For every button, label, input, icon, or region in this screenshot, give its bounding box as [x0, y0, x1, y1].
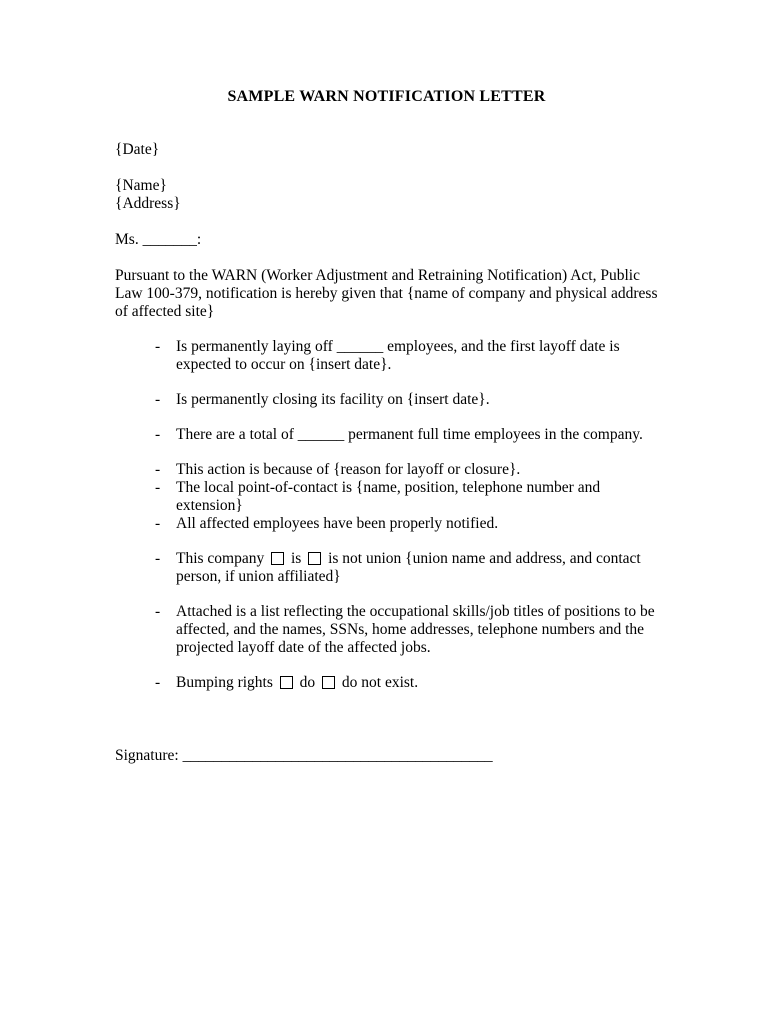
bullet-text: Is permanently closing its facility on {insert date}.: [176, 391, 490, 408]
bullet-text: Bumping rights do do not exist.: [176, 674, 419, 691]
bullet-text: There are a total of ______ permanent full time employees in the company.: [176, 426, 643, 443]
bullet-dash: -: [155, 515, 161, 532]
bullet-dash: -: [155, 550, 161, 567]
address-line: {Address}: [115, 195, 181, 212]
bullet-dash: -: [155, 426, 161, 443]
bullet-item: [115, 674, 658, 692]
bullet-dash: -: [155, 674, 161, 691]
bullet-text: Is permanently laying off ______ employees, and the first layoff date is expected to occur on {insert date}.: [176, 338, 620, 373]
checkbox[interactable]: [308, 552, 321, 565]
bullet-dash: -: [155, 603, 161, 620]
bullet-dash: -: [155, 338, 161, 355]
bullet-text: All affected employees have been properly notified.: [176, 515, 499, 532]
salutation-line: Ms. _______:: [115, 231, 202, 248]
bullet-item: [115, 479, 658, 515]
bullet-text: This company is is not union {union name and address, and contact person, if union affiliated}: [176, 550, 641, 585]
intro-paragraph: Pursuant to the WARN (Worker Adjustment and Retraining Notification) Act, Public Law 100-379, notification is hereby given that {name of company and physical address of affected site}: [115, 267, 658, 320]
bullet-item: [115, 550, 658, 586]
bullet-dash: -: [155, 479, 161, 496]
bullet-item: [115, 515, 658, 533]
recipient-block: [115, 177, 658, 213]
bullet-item: [115, 338, 658, 374]
checkbox[interactable]: [322, 676, 335, 689]
checkbox[interactable]: [271, 552, 284, 565]
bullet-dash: -: [155, 391, 161, 408]
bullet-item: [115, 426, 658, 444]
document-title: SAMPLE WARN NOTIFICATION LETTER: [227, 88, 546, 105]
signature-label: Signature:: [115, 747, 179, 764]
checkbox[interactable]: [280, 676, 293, 689]
bullet-list: [115, 338, 658, 692]
bullet-text: Attached is a list reflecting the occupational skills/job titles of positions to be affected, and the names, SSNs, home addresses, telephone numbers and the projected layoff date of the affected jobs.: [176, 603, 655, 656]
bullet-text: This action is because of {reason for layoff or closure}.: [176, 461, 521, 478]
name-line: {Name}: [115, 177, 167, 194]
bullet-text: The local point-of-contact is {name, position, telephone number and extension}: [176, 479, 601, 514]
signature-row: [115, 747, 658, 765]
bullet-dash: -: [155, 461, 161, 478]
bullet-item: [115, 461, 658, 479]
bullet-item: [115, 391, 658, 409]
bullet-item: [115, 603, 658, 657]
date-line: {Date}: [115, 141, 160, 158]
signature-blank-line: ________________________________________: [182, 747, 493, 764]
